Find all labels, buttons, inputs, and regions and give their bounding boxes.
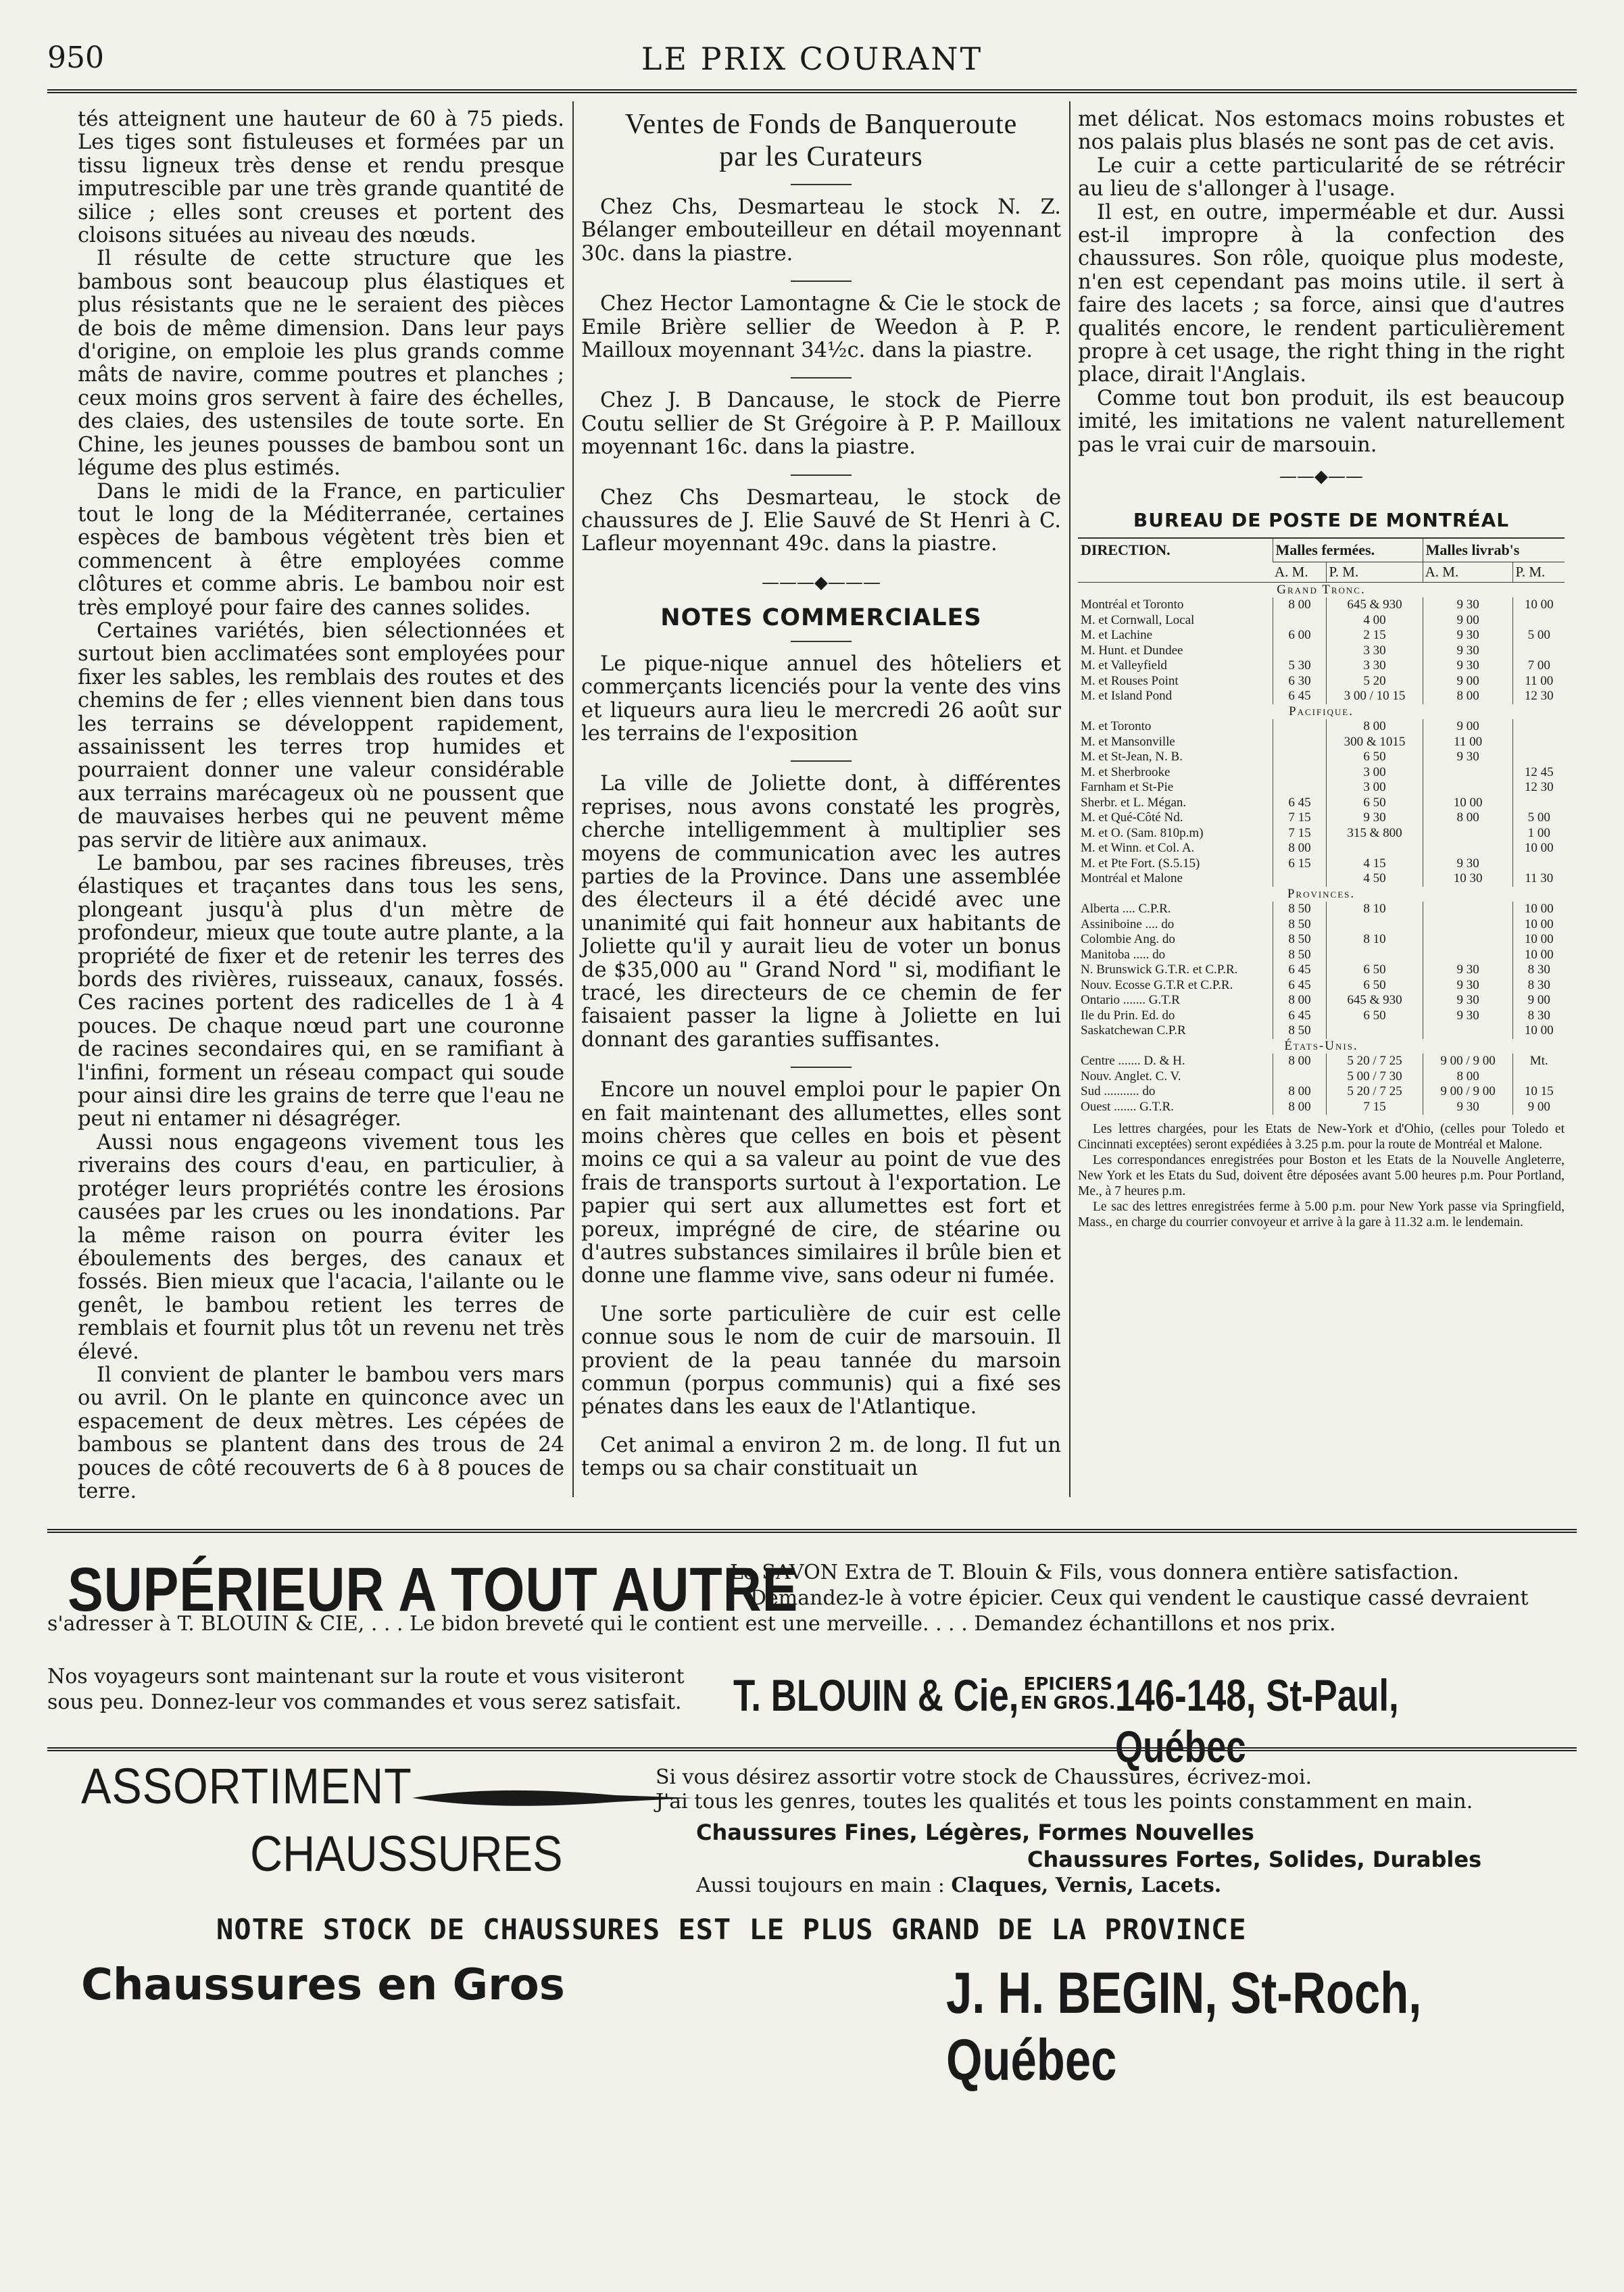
time-cell <box>1273 719 1327 735</box>
ad-blouin <box>47 1555 1577 1772</box>
table-row <box>1078 1008 1565 1024</box>
time-cell <box>1423 932 1513 948</box>
direction-cell: Centre ....... D. & H. <box>1081 1054 1185 1069</box>
paragraph: tés atteignent une hauteur de 60 à 75 pieds. Les tiges sont fistuleuses et formées par un tissu ligneux très dense et rendu presque imputrescible par une très grande quantité de silice ; elles sont creuses et portent des cloisons situées au niveau des nœuds. <box>78 107 564 248</box>
time-cell: 10 15 <box>1513 1084 1565 1100</box>
epiciers-line1: EPICIERS <box>1023 1674 1113 1694</box>
time-cell <box>1423 826 1513 842</box>
ornament-divider: ———◆——— <box>762 572 881 593</box>
paragraph: Le cuir a cette particularité de se rétrécir au lieu de s'allonger à l'usage. <box>1078 153 1565 201</box>
direction-cell: M. et Lachine <box>1081 628 1153 643</box>
paragraph: Dans le midi de la France, en particulier tout le long de la Méditerranée, certaines espèces de bambous végètent très bien et commencent à être employées comme clôtures et comme abris. Le bambou noir est très employé pour faire des cannes solides. <box>78 479 564 620</box>
group-label: Provinces. <box>1287 886 1356 901</box>
time-cell: 8 00 <box>1423 689 1513 704</box>
table-row <box>1078 871 1565 887</box>
paragraph: Il est, en outre, imperméable et dur. Aussi est-il impropre à la confection des chaussures. Son rôle, quoique plus modeste, n'en est cependant pas moins utile. il sert à faire des lacets ; sa force, ainsi que d'autres qualités encore, le rendent particulièrement propre à cet usage, the right thing in the right place, dirait l'Anglais. <box>1078 200 1565 387</box>
ad-stock: NOTRE STOCK DE CHAUSSURES EST LE PLUS GRAND DE LA PROVINCE <box>216 1913 1247 1946</box>
ad-bold2: Chaussures Fortes, Solides, Durables <box>1027 1847 1482 1872</box>
ad-gros: Chaussures en Gros <box>81 1960 565 2010</box>
paragraph: Il résulte de cette structure que les bambous sont beaucoup plus élastiques et plus résistants que ne le seraient des pièces de bois de même dimension. Dans leur pays d'origine, on emploie les plus grands comme mâts de navire, comme poutres et planches ; ceux moins gros servent à faire des échelles, des claies, des ustensiles de toute sorte. En Chine, les jeunes pousses de bambou sont un légume des plus estimés. <box>78 247 564 481</box>
paragraph: Comme tout bon produit, ils est beaucoup imité, les imitations ne valent naturellement pas le vrai cuir de marsouin. <box>1078 386 1565 457</box>
table-row <box>1078 674 1565 689</box>
time-cell: 3 30 <box>1327 643 1423 659</box>
direction-cell: M. et Sherbrooke <box>1081 764 1171 779</box>
table-row <box>1078 719 1565 735</box>
ad-chaussures: CHAUSSURES <box>250 1826 563 1882</box>
time-cell: 8 00 <box>1273 841 1327 856</box>
ad-bold1: Chaussures Fines, Légères, Formes Nouvelles <box>696 1820 1254 1845</box>
note-item: Encore un nouvel emploi pour le papier On en fait maintenant des allumettes, elles sont moins chères que celles en bois et pèsent moins ce qui a sa valeur au point de vue des frais de transports surtout à l'exportation. Le papier qui sert aux allumettes est fort et poreux, imprégné de cire, de stéarine ou d'autres substances similaires il brûle bien et donne une flamme vive, sans odeur ni fumée. <box>581 1078 1061 1288</box>
direction-cell: M. et O. (Sam. 810p.m) <box>1081 825 1204 840</box>
note-item: Cet animal a environ 2 m. de long. Il fut un temps ou sa chair constituait un <box>581 1433 1061 1481</box>
table-row <box>1078 643 1565 659</box>
ad-address: 146-148, St-Paul, Québec <box>1115 1670 1399 1772</box>
time-cell: 300 & 1015 <box>1327 735 1423 750</box>
vente-item: Chez Hector Lamontagne & Cie le stock de Emile Brière sellier de Weedon à P. P. Mailloux moyennant 34½c. dans la piastre. <box>581 292 1061 363</box>
time-cell: 10 00 <box>1513 598 1565 613</box>
table-row <box>1078 598 1565 613</box>
table-row <box>1078 1100 1565 1115</box>
epiciers-line2: EN GROS. <box>1020 1693 1116 1713</box>
time-cell: 7 15 <box>1273 810 1327 826</box>
direction-cell: M. et Winn. et Col. A. <box>1081 841 1195 856</box>
direction-cell: Manitoba ..... do <box>1081 947 1166 962</box>
ad-begin-company: J. H. BEGIN, St-Roch, Québec <box>946 1961 1422 2093</box>
time-cell: 8 00 <box>1273 1054 1327 1069</box>
paragraph: Le bambou, par ses racines fibreuses, très élastiques et traçantes dans tous les sens, plongeant jusqu'à plus d'un mètre de profondeur, mieux que toute autre plante, a la propriété de fixer et de retenir les terres des bords des rivières, ruisseaux, canaux, fossés. Ces racines portent des radicelles de 1 à 4 pouces. De chaque nœud part une couronne de racines secondaires qui, en se ramifiant à l'infini, forment un réseau compact qui soude pour ainsi dire les grains de terre que l'eau ne peut ni entamer ni désagréger. <box>78 852 564 1131</box>
ad-aussi <box>696 1874 1221 1898</box>
time-cell: 9 00 <box>1423 719 1513 735</box>
time-cell: 8 00 <box>1273 1084 1327 1100</box>
table-row <box>1078 1054 1565 1069</box>
direction-cell: Alberta .... C.P.R. <box>1081 902 1171 917</box>
direction-cell: M. et Rouses Point <box>1081 673 1179 688</box>
time-cell: 9 30 <box>1423 993 1513 1008</box>
time-cell: 9 30 <box>1423 856 1513 872</box>
time-cell: 5 20 / 7 25 <box>1327 1084 1423 1100</box>
time-cell: 3 00 / 10 15 <box>1327 689 1423 704</box>
table-row <box>1078 780 1565 796</box>
table-row <box>1078 796 1565 811</box>
note-item: La ville de Joliette dont, à différentes reprises, nous avons constaté les progrès, cherche intelligemment à multiplier ses moyens de communication avec les autres parties de la Province. Dans une assemblée des électeurs il a été décidé avec une unanimité qui fait honneur aux habitants de Joliette qu'il y aurait lieu de voter un bonus de $35,000 au " Grand Nord " si, modifiant le tracé, les directeurs de ce chemin de fer faisaient passer la ligne à Joliette en lui donnant des garanties suffisantes. <box>581 772 1061 1052</box>
table-row <box>1078 856 1565 872</box>
time-cell: 9 30 <box>1423 658 1513 674</box>
table-row <box>1078 704 1565 720</box>
time-cell <box>1273 643 1327 659</box>
time-cell <box>1273 871 1327 887</box>
direction-cell: Nouv. Anglet. C. V. <box>1081 1069 1181 1083</box>
time-cell: 9 30 <box>1423 643 1513 659</box>
time-cell: 10 00 <box>1513 948 1565 963</box>
time-cell: 10 00 <box>1423 796 1513 811</box>
time-cell: 9 30 <box>1423 628 1513 643</box>
time-cell: 10 00 <box>1513 1023 1565 1039</box>
time-cell: 7 00 <box>1513 658 1565 674</box>
direction-cell: Montréal et Toronto <box>1081 598 1184 612</box>
ad-text-line5: sous peu. Donnez-leur vos commandes et vous serez satisfait. <box>47 1690 682 1714</box>
group-label: États-Unis. <box>1284 1038 1358 1053</box>
time-cell <box>1273 780 1327 796</box>
paragraph: Il convient de planter le bambou vers mars ou avril. On le plante en quinconce avec un espacement de deux mètres. Les cépées de bambous se plantent dans des trous de 24 pouces de côté recouverts de 6 à 8 pouces de terre. <box>78 1363 564 1503</box>
column-commercial <box>581 108 1061 1496</box>
time-cell: 5 20 / 7 25 <box>1327 1054 1423 1069</box>
direction-cell: M. et St-Jean, N. B. <box>1081 750 1183 764</box>
time-cell: 10 30 <box>1423 871 1513 887</box>
time-cell: 8 50 <box>1273 948 1327 963</box>
ad-text-line3: s'adresser à T. BLOUIN & CIE, . . . Le bidon breveté qui le contient est une merveille. . . . Demandez échantillons et nos prix. <box>47 1612 1336 1636</box>
aussi-bold: Claques, Vernis, Lacets. <box>951 1874 1222 1897</box>
time-cell: 9 00 <box>1513 1100 1565 1115</box>
cuir-article <box>1078 108 1565 457</box>
pen-flourish-icon <box>412 1778 696 1818</box>
table-row <box>1078 962 1565 978</box>
time-cell <box>1273 750 1327 765</box>
ornament-divider: ——◆—— <box>1279 466 1363 487</box>
column-divider-1 <box>572 101 574 1497</box>
col-am: A. M. <box>1423 562 1513 583</box>
time-cell: Mt. <box>1513 1054 1565 1069</box>
direction-cell: Saskatchewan C.P.R <box>1081 1023 1186 1038</box>
time-cell: 8 10 <box>1327 902 1423 917</box>
direction-cell: Sud ........... do <box>1081 1084 1156 1099</box>
direction-cell: M. et Cornwall, Local <box>1081 612 1195 627</box>
time-cell: 9 00 / 9 00 <box>1423 1054 1513 1069</box>
note-item: Le pique-nique annuel des hôteliers et commerçants licenciés pour la vente des vins et liqueurs aura lieu le mercredi 26 août sur les terrains de l'exposition <box>581 652 1061 746</box>
table-row <box>1078 841 1565 856</box>
time-cell <box>1423 780 1513 796</box>
time-cell: 9 30 <box>1423 750 1513 765</box>
running-title: LE PRIX COURANT <box>641 41 983 77</box>
table-row <box>1078 750 1565 765</box>
direction-cell: Montréal et Malone <box>1081 871 1183 886</box>
time-cell: 6 50 <box>1327 750 1423 765</box>
ad-company: T. BLOUIN & Cie, <box>733 1670 1019 1720</box>
time-cell: 6 50 <box>1327 1008 1423 1024</box>
time-cell: 9 30 <box>1327 810 1423 826</box>
notes-list <box>581 653 1061 1481</box>
column-bambou-article <box>78 108 564 1503</box>
time-cell: 8 00 <box>1423 810 1513 826</box>
post-office-title: BUREAU DE POSTE DE MONTRÉAL <box>1133 508 1510 531</box>
table-row <box>1078 917 1565 933</box>
table-row <box>1078 689 1565 704</box>
time-cell: 9 30 <box>1423 962 1513 978</box>
time-cell: 6 45 <box>1273 978 1327 994</box>
direction-cell: Assiniboine .... do <box>1081 917 1175 931</box>
table-row <box>1078 932 1565 948</box>
post-notes <box>1078 1121 1565 1230</box>
time-cell: 7 15 <box>1273 826 1327 842</box>
time-cell <box>1423 948 1513 963</box>
col-pm: P. M. <box>1513 562 1565 583</box>
separator <box>791 1067 852 1068</box>
direction-cell: M. et Valleyfield <box>1081 658 1167 673</box>
group-label: Grand Tronc. <box>1277 582 1366 597</box>
col-am: A. M. <box>1273 562 1327 583</box>
table-row <box>1078 628 1565 643</box>
time-cell: 8 10 <box>1327 932 1423 948</box>
time-cell: 4 15 <box>1327 856 1423 872</box>
time-cell: 6 45 <box>1273 1008 1327 1024</box>
time-cell: 9 30 <box>1423 1100 1513 1115</box>
table-row <box>1078 993 1565 1008</box>
ad-text-line2: Demandez-le à votre épicier. Ceux qui vendent le caustique cassé devraient <box>750 1586 1529 1610</box>
table-row <box>1078 902 1565 917</box>
time-cell: 4 00 <box>1327 613 1423 629</box>
time-cell: 9 00 <box>1423 674 1513 689</box>
time-cell <box>1423 902 1513 917</box>
vente-item: Chez J. B Dancause, le stock de Pierre Coutu sellier de St Grégoire à P. P. Mailloux moyennant 16c. dans la piastre. <box>581 389 1061 460</box>
table-row <box>1078 613 1565 629</box>
time-cell: 645 & 930 <box>1327 598 1423 613</box>
time-cell: 6 45 <box>1273 962 1327 978</box>
ventes-subtitle: par les Curateurs <box>719 141 923 172</box>
time-cell: 8 00 <box>1273 1100 1327 1115</box>
col-direction: DIRECTION. <box>1078 538 1273 583</box>
time-cell <box>1513 796 1565 811</box>
paragraph: Certaines variétés, bien sélectionnées et surtout bien acclimatées sont employées pour fixer les sables, les remblais des routes et des chemins de fer ; elles viennent bien dans tous les terrains se développent rapidement, assainissent les terres trop humides et pourraient donner une valeur considérable aux terrains marécageux où ne poussent que de mauvaises herbes qui ne peuvent même pas servir de litière aux animaux. <box>78 618 564 852</box>
table-row <box>1078 1069 1565 1085</box>
time-cell <box>1273 765 1327 781</box>
time-cell: 6 15 <box>1273 856 1327 872</box>
time-cell: 12 30 <box>1513 689 1565 704</box>
time-cell <box>1513 643 1565 659</box>
notes-title: NOTES COMMERCIALES <box>660 604 982 632</box>
col-fermees: Malles fermées. <box>1273 538 1423 562</box>
time-cell: 11 30 <box>1513 871 1565 887</box>
time-cell <box>1273 613 1327 629</box>
direction-cell: Ouest ....... G.T.R. <box>1081 1099 1174 1114</box>
time-cell <box>1423 1023 1513 1039</box>
time-cell: 9 00 / 9 00 <box>1423 1084 1513 1100</box>
column-divider-2 <box>1069 101 1071 1497</box>
time-cell: 12 45 <box>1513 765 1565 781</box>
direction-cell: M. Hunt. et Dundee <box>1081 643 1183 658</box>
ads-rule <box>47 1747 1577 1751</box>
time-cell: 10 00 <box>1513 917 1565 933</box>
table-row <box>1078 1023 1565 1039</box>
post-office-table <box>1078 537 1565 1115</box>
time-cell: 5 00 / 7 30 <box>1327 1069 1423 1085</box>
separator <box>791 377 852 379</box>
post-note: Les correspondances enregistrées pour Boston et les Etats de la Nouvelle Angleterre, New York et les Etats du Sud, doivent être déposées avant 5.00 heures p.m. Pour Portland, Me., à 7 heures p.m. <box>1078 1153 1565 1199</box>
time-cell: 8 00 <box>1423 1069 1513 1085</box>
vente-item: Chez Chs Desmarteau, le stock de chaussures de J. Elie Sauvé de St Henri à C. Lafleur moyennant 49c. dans la piastre. <box>581 485 1061 556</box>
time-cell: 8 30 <box>1513 962 1565 978</box>
time-cell <box>1327 841 1423 856</box>
time-cell <box>1327 917 1423 933</box>
time-cell: 9 00 <box>1513 993 1565 1008</box>
time-cell <box>1513 750 1565 765</box>
table-row <box>1078 810 1565 826</box>
time-cell: 645 & 930 <box>1327 993 1423 1008</box>
time-cell: 9 30 <box>1423 598 1513 613</box>
separator <box>791 641 852 642</box>
table-row <box>1078 887 1565 902</box>
time-cell <box>1327 1023 1423 1039</box>
time-cell <box>1423 917 1513 933</box>
time-cell: 8 30 <box>1513 978 1565 994</box>
separator <box>791 281 852 282</box>
ads-rule <box>47 1529 1577 1533</box>
direction-cell: N. Brunswick G.T.R. et C.P.R. <box>1081 962 1238 977</box>
time-cell: 11 00 <box>1513 674 1565 689</box>
time-cell: 3 30 <box>1327 658 1423 674</box>
header-rule <box>47 89 1577 93</box>
time-cell: 10 00 <box>1513 932 1565 948</box>
page-number: 950 <box>47 41 104 75</box>
table-row <box>1078 658 1565 674</box>
separator <box>791 474 852 476</box>
vente-item: Chez Chs, Desmarteau le stock N. Z. Bélanger embouteilleur en détail moyennant 30c. dans la piastre. <box>581 195 1061 266</box>
time-cell: 2 15 <box>1327 628 1423 643</box>
time-cell <box>1513 613 1565 629</box>
table-row <box>1078 978 1565 994</box>
direction-cell: Ontario ....... G.T.R <box>1081 993 1180 1008</box>
ad-begin <box>47 1757 1577 2271</box>
time-cell: 6 30 <box>1273 674 1327 689</box>
ad-text-line1: Le SAVON Extra de T. Blouin & Fils, vous donnera entière satisfaction. <box>730 1561 1459 1584</box>
time-cell: 6 50 <box>1327 962 1423 978</box>
time-cell: 3 00 <box>1327 780 1423 796</box>
table-row <box>1078 948 1565 963</box>
time-cell: 7 15 <box>1327 1100 1423 1115</box>
direction-cell: Sherbr. et L. Mégan. <box>1081 795 1187 810</box>
time-cell: 10 00 <box>1513 902 1565 917</box>
time-cell: 11 00 <box>1423 735 1513 750</box>
time-cell: 8 50 <box>1273 1023 1327 1039</box>
direction-cell: M. et Mansonville <box>1081 734 1175 749</box>
time-cell: 6 50 <box>1327 796 1423 811</box>
direction-cell: Ile du Prin. Ed. do <box>1081 1008 1175 1023</box>
aussi-prefix: Aussi toujours en main : <box>696 1874 945 1897</box>
table-row <box>1078 765 1565 781</box>
time-cell <box>1513 735 1565 750</box>
table-row <box>1078 735 1565 750</box>
time-cell: 5 20 <box>1327 674 1423 689</box>
post-note: Le sac des lettres enregistrées ferme à 5.00 p.m. pour New York passe via Springfield, Mass., en charge du courrier convoyeur et arrive à la gare à 11.32 a.m. le lendemain. <box>1078 1200 1565 1230</box>
separator <box>791 184 852 185</box>
group-label: Pacifique. <box>1289 704 1354 718</box>
table-row <box>1078 1084 1565 1100</box>
direction-cell: Colombie Ang. do <box>1081 932 1175 947</box>
time-cell: 12 30 <box>1513 780 1565 796</box>
post-note: Les lettres chargées, pour les Etats de New-York et d'Ohio, (celles pour Toledo et Cincinnati exceptées) seront expédiées à 3.25 p.m. pour la route de Montréal et Malone. <box>1078 1122 1565 1152</box>
time-cell: 8 30 <box>1513 1008 1565 1024</box>
time-cell: 315 & 800 <box>1327 826 1423 842</box>
direction-cell: Nouv. Ecosse G.T.R et C.P.R. <box>1081 977 1233 992</box>
note-item: Une sorte particulière de cuir est celle connue sous le nom de cuir de marsouin. Il provient de la peau tannée du marsoin commun (porpus communis) qui a fixé ses pénates dans les eaux de l'Atlantique. <box>581 1302 1061 1419</box>
table-row <box>1078 582 1565 598</box>
time-cell <box>1423 841 1513 856</box>
time-cell: 5 00 <box>1513 810 1565 826</box>
time-cell <box>1327 948 1423 963</box>
time-cell: 9 30 <box>1423 978 1513 994</box>
time-cell: 4 50 <box>1327 871 1423 887</box>
time-cell: 6 50 <box>1327 978 1423 994</box>
time-cell: 8 50 <box>1273 932 1327 948</box>
direction-cell: M. et Toronto <box>1081 719 1152 734</box>
column-cuir-poste <box>1078 108 1565 1230</box>
separator <box>791 760 852 762</box>
ad-headline: SUPÉRIEUR A TOUT AUTRE <box>68 1555 799 1624</box>
time-cell: 8 00 <box>1273 598 1327 613</box>
ventes-list <box>581 196 1061 556</box>
ad-text-line4: Nos voyageurs sont maintenant sur la route et vous visiteront <box>47 1665 685 1688</box>
page-header <box>47 37 1577 78</box>
time-cell: 5 30 <box>1273 658 1327 674</box>
direction-cell: M. et Pte Fort. (S.5.15) <box>1081 856 1200 871</box>
direction-cell: Farnham et St-Pie <box>1081 780 1174 795</box>
time-cell <box>1513 856 1565 872</box>
time-cell <box>1273 1069 1327 1085</box>
direction-cell: M. et Qué-Côté Nd. <box>1081 810 1183 825</box>
time-cell: 3 00 <box>1327 765 1423 781</box>
ad-line1: Si vous désirez assortir votre stock de Chaussures, écrivez-moi. <box>656 1765 1312 1789</box>
time-cell: 6 45 <box>1273 689 1327 704</box>
paragraph: Aussi nous engageons vivement tous les riverains des cours d'eau, en particulier, à protéger leurs propriétés contre les érosions causées par les crues ou les inondations. Par la même raison on pourra éviter les éboulements des berges, des canaux et fossés. Bien mieux que l'acacia, l'ailante ou le genêt, le bambou retient les terres de remblais et fournit plus tôt un revenu net très élevé. <box>78 1130 564 1364</box>
time-cell: 1 00 <box>1513 826 1565 842</box>
time-cell: 8 50 <box>1273 902 1327 917</box>
ad-epiciers <box>1020 1675 1116 1713</box>
direction-cell: M. et Island Pond <box>1081 689 1173 704</box>
ad-assortiment: ASSORTIMENT <box>81 1758 412 1814</box>
time-cell: 6 00 <box>1273 628 1327 643</box>
ventes-title: Ventes de Fonds de Banqueroute <box>624 109 1018 140</box>
time-cell: 9 00 <box>1423 613 1513 629</box>
time-cell: 6 45 <box>1273 796 1327 811</box>
ad-line2: J'ai tous les genres, toutes les qualités et tous les points constamment en main. <box>656 1790 1473 1813</box>
time-cell: 5 00 <box>1513 628 1565 643</box>
time-cell <box>1513 1069 1565 1085</box>
time-cell <box>1273 735 1327 750</box>
time-cell: 10 00 <box>1513 841 1565 856</box>
table-row <box>1078 1039 1565 1054</box>
col-pm: P. M. <box>1327 562 1423 583</box>
table-row <box>1078 826 1565 842</box>
time-cell: 8 00 <box>1273 993 1327 1008</box>
col-livrables: Malles livrab's <box>1423 538 1565 562</box>
time-cell: 9 30 <box>1423 1008 1513 1024</box>
time-cell: 8 50 <box>1273 917 1327 933</box>
paragraph: met délicat. Nos estomacs moins robustes et nos palais plus blasés ne sont pas de cet avis. <box>1078 107 1565 155</box>
time-cell <box>1513 719 1565 735</box>
time-cell: 8 00 <box>1327 719 1423 735</box>
time-cell <box>1423 765 1513 781</box>
